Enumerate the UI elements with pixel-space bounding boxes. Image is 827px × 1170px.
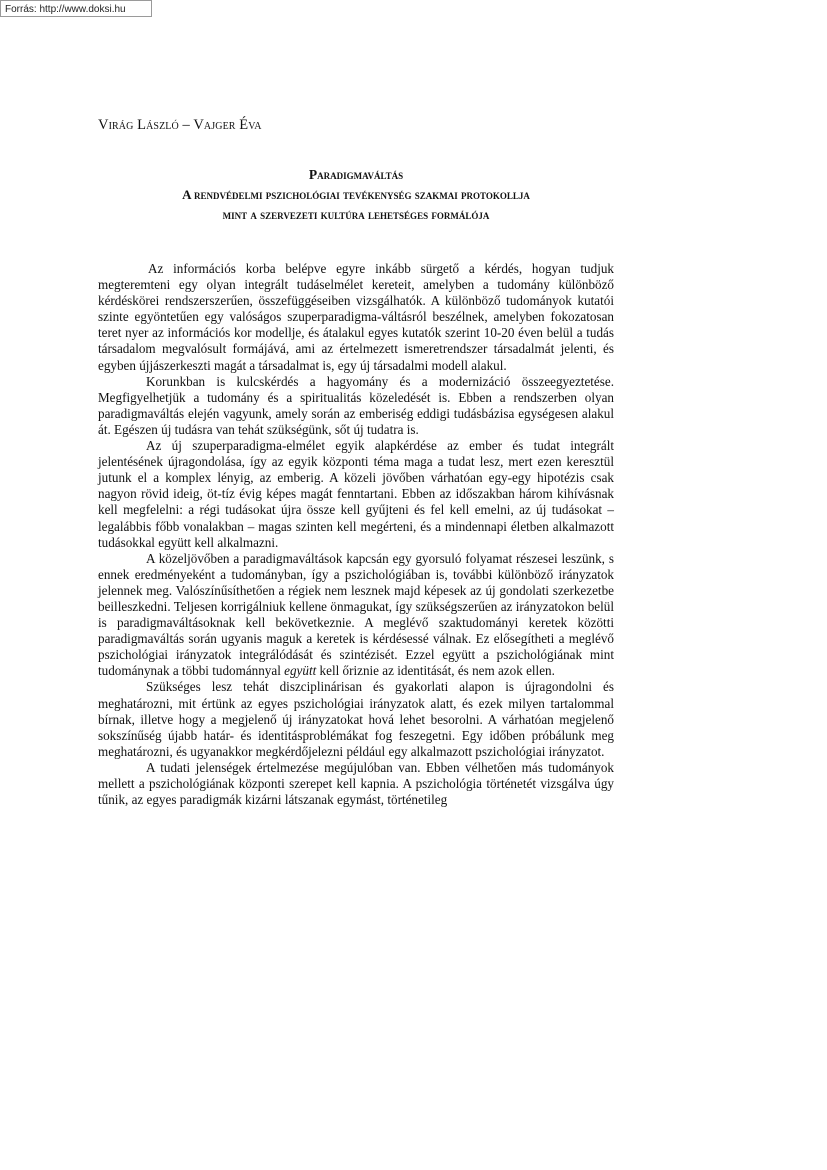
subtitle-line-1: A rendvédelmi pszichológiai tevékenység szakmai protokollja xyxy=(182,187,530,202)
paragraph-3: Az új szuperparadigma-elmélet egyik alapkérdése az ember és tudat integrált jelentésének újragondolása, így az egyik központi téma maga a tudat lesz, mert ezen keresztül jutunk el a komplex lényig, az emberig. A közeli jövőben várhatóan egy-egy hipotézis csak nagyon rövid ideig, öt-tíz évig képes magát fenntartani. Ebben az időszakban három kihívásnak kell megfelelni: a régi tudásokat újra össze kell gyűjteni és fel kell emelni, az új tudásokat – legalábbis főbb vonalakban – magas szinten kell megérteni, és a mindennapi életben alkalmazott tudásokkal együtt kell alkalmazni. xyxy=(98,438,614,550)
title-main: Paradigmaváltás xyxy=(308,167,404,182)
paragraph-4-text: A közeljövőben a paradigmaváltások kapcsán egy gyorsuló folyamat részesei leszünk, s ennek eredményeként a tudományban, így a pszichológiában is, további különböző irányzatok jelennek meg. Valószínűsíthetően a régiek nem lesznek majd képesek az új gondolati szerkezetbe beilleszkedni. Teljesen korrigálniuk kellene önmagukat, így szükségszerűen az irányzatokon belül is paradigmaváltásoknak kell bekövetkeznie. A meglévő szaktudományi keretek közötti paradigmaváltás során ugyanis maguk a keretek is kérdésessé válnak. Ez elősegítheti a meglévő pszichológiai irányzatok integrálódását és szintézisét. Ezzel együtt a pszichológiának mint tudománynak a többi tudománnyal xyxy=(98,550,614,679)
paragraph-4 xyxy=(98,551,614,680)
paragraph-2: Korunkban is kulcskérdés a hagyomány és a modernizáció összeegyeztetése. Megfigyelhetjük a tudomány és a spiritualitás közeledését is. Ebben a rendszerben olyan paradigmaváltás elején vagyunk, amely során az emberiség eddigi tudásbázisa egységesen alakul át. Egészen új tudásra van tehát szükségünk, sőt új tudatra is. xyxy=(98,373,614,437)
authors: Virág László – Vajger Éva xyxy=(98,117,262,133)
source-label: Forrás: http://www.doksi.hu xyxy=(0,0,152,17)
paragraph-6: A tudati jelenségek értelmezése megújulóban van. Ebben vélhetően más tudományok mellett a pszichológiának központi szerepet kell kapnia. A pszichológia történetét vizsgálva úgy tűnik, az egyes paradigmák kizárni látszanak egymást, történetileg xyxy=(98,759,614,808)
paragraph-5: Szükséges lesz tehát diszciplinárisan és gyakorlati alapon is újragondolni és meghatározni, mit értünk az egyes pszichológiai irányzatok alatt, és ezek milyen tartalommal bírnak, illetve hogy a megjelenő új irányzatokat hová lehet besorolni. A várhatóan megjelenő sokszínűség újabb határ- és identitásproblémákat fog feszegetni. Egy időben próbálunk meg meghatározni, és ugyanakkor megkérdőjelezni például egy alkalmazott pszichológiai irányzatot. xyxy=(98,679,614,759)
paragraph-4-tail: kell őriznie az identitását, és nem azok ellen. xyxy=(319,663,555,679)
subtitle-line-2: mint a szervezeti kultúra lehetséges formálója xyxy=(222,207,490,222)
paragraph-1: Az információs korba belépve egyre inkább sürgető a kérdés, hogyan tudjuk megteremteni egy olyan integrált tudáselmélet kereteit, amelyben a tudomány különböző kérdéskörei rendszerszerűen, összefüggéseiben vizsgálhatók. A különböző tudományok kutatói szinte egyöntetűen egy valóságos szuperparadigma-váltásról beszélnek, amelyben fokozatosan teret nyer az információs kor modellje, és átalakul egyes kutatók szerint 10-20 éven belül a tudás társadalom megvalósult formájává, ami az értelmezett ismeretrendszer társadalmát jelenti, és egyben újjászerkeszti magát a társadalmat is, egy új társadalmi modell alakul. xyxy=(98,261,614,373)
title-block xyxy=(98,165,614,225)
italic-word: együtt xyxy=(284,663,317,679)
article-body xyxy=(98,261,614,808)
